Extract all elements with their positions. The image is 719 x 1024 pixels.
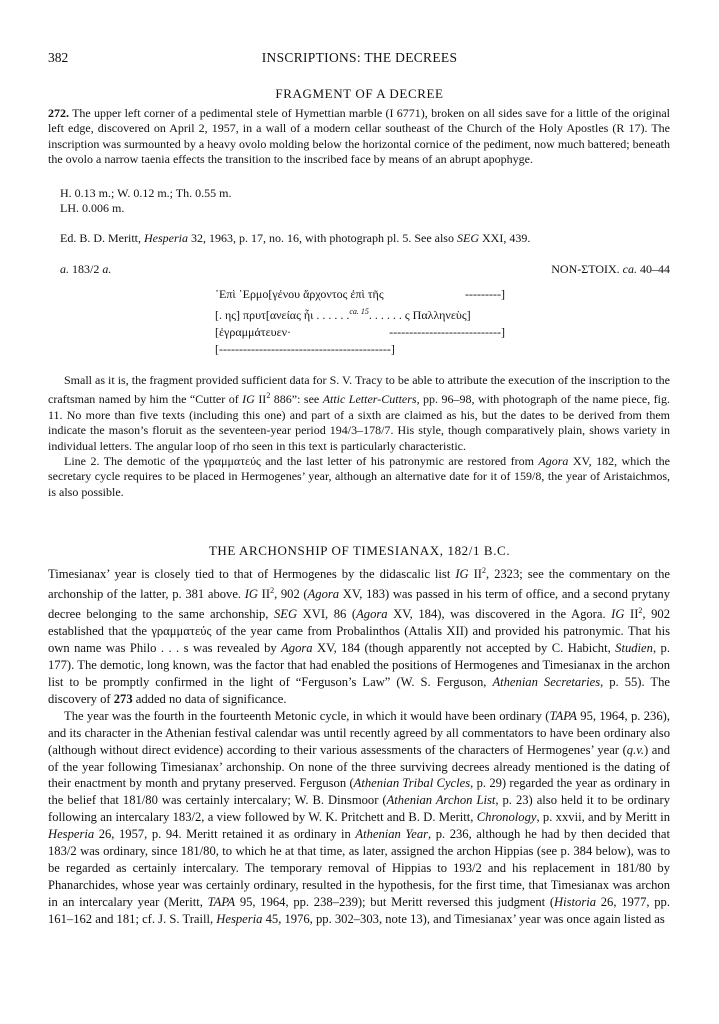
edition-seg-ref: XXI, 439. — [478, 231, 531, 245]
inscription-line-1: ᾿Επὶ ῾Ερμο[γένου ἄρχοντος ἐπὶ τῆς ---------] — [215, 287, 505, 301]
running-title: INSCRIPTIONS: THE DECREES — [261, 50, 458, 65]
section-paragraph-1: Timesianax’ year is closely tied to that of Hermogenes by the didascalic list IG $II^2$, 2323; see the commentary on the archonship of the latter, p. 381 above. IG $II^2$, 902 (Agora XV, 183) was passed in his term of office, and a second prytany decree belonging to the same archonship, SEG XVI, 86 (Agora XV, 184), was discovered in the Agora. IG $II^2$, 902 established that the γραμματεύς of the year came from Probalinthos (Attalis XII) and provided his patronymic. That his own name was Philo . . . s was revealed by Agora XV, 184 (though apparently not accepted by C. Habicht, Studien, p. 177). The demotic, long known, was the factor that had enabled the positions of Hermogenes and Timesianax in the archon list to be promptly confirmed in the light of “Ferguson’s Law” (W. S. Ferguson, Athenian Secretaries, p. 55). The discovery of 273 added no data of significance. — [48, 566, 671, 706]
edition-seg: SEG — [456, 231, 479, 245]
commentary-paragraph-1: Small as it is, the fragment provided sufficient data for S. V. Tracy to be able to attribute the execution of the inscription to the craftsman named by him the “Cutter of IG $II^2$ 886”: see Attic Letter-Cutters, pp. 96–98, with photograph of the name piece, fig. 11. No more than five texts (including this one) and part of a sixth are claimed as his, but the dates to be derived from them indicate the mason’s floruit as the seventeen-year period 194/3–178/7. His style, though comparatively plain, shows variety in individual letters. The angular loop of rho seen in this text is particularly characteristic. — [48, 373, 671, 453]
stoich-label: NON-ΣΤΟΙΧ. — [551, 262, 620, 276]
edition-author: Ed. B. D. Meritt, — [60, 231, 144, 245]
description-text: The upper left corner of a pedimental stele of Hymettian marble (I 6771), broken on all sides save for a little of the original left edge, discovered on April 2, 1957, in a wall of a modern cellar southeast of the Church of the Holy Apostles (R 17). The inscription was surmounted by a heavy ovolo molding below the horizontal cornice of the pediment, now much battered; beneath the ovolo a narrow taenia effects the transition to the inscribed face by means of an abrupt apophyge. — [48, 106, 670, 167]
section-body — [48, 563, 670, 928]
stoichedon-note — [551, 262, 670, 277]
page-number: 382 — [48, 50, 69, 65]
edition-reference — [60, 231, 530, 246]
edition-details: 32, 1963, p. 17, no. 16, with photograph pl. 5. See also — [188, 231, 457, 245]
stoich-ca: ca. — [622, 262, 637, 276]
date-value: 183/2 — [72, 262, 100, 276]
section-title: THE ARCHONSHIP OF TIMESIANAX, 182/1 B.C. — [208, 543, 511, 558]
section-paragraph-2: The year was the fourth in the fourteenth Metonic cycle, in which it would have been ordinary (TAPA 95, 1964, p. 236), and its character in the Athenian festival calendar was until recently agreed by all commentators to have been ordinary also (although without direct evidence) according to their various assessments of the characters of Hermogenes’ year (q.v.) and of the year following Timesianax’ archonship. On none of the three surviving decrees already mentioned is the dating of their enactment by month and prytany preserved. Ferguson (Athenian Tribal Cycles, p. 29) regarded the year as ordinary in the belief that 181/80 was certainly intercalary; W. B. Dinsmoor (Athenian Archon List, p. 23) also held it to be ordinary following an intercalary 183/2, a view followed by W. K. Pritchett and B. D. Meritt, Chronology, p. xxvii, and by Meritt in Hesperia 26, 1957, p. 94. Meritt retained it as ordinary in Athenian Year, p. 236, although he had by then decided that 183/2 was ordinary, since 181/80, to which he at that time, as later, assigned the archon Hippias (see p. 384 below), was to be regarded as certainly intercalary. The temporary removal of Hippias to 193/2 and his replacement in 181/80 by Phanarchides, whose year was certainly ordinary, resulted in the hypothesis, for the first time, that Timesianax was archon in an intercalary year (Meritt, TAPA 95, 1964, pp. 238–239); but Meritt reversed this judgment (Historia 26, 1977, pp. 161–162 and 181; cf. J. S. Traill, Hesperia 45, 1976, pp. 302–303, note 13), and Timesianax’ year was once again listed as — [48, 708, 671, 926]
fragment-description — [48, 106, 670, 168]
commentary-paragraph-2: Line 2. The demotic of the γραμματεύς and the last letter of his patronymic are restored from Agora XV, 182, which the secretary cycle requires to be placed in Hermogenes’ year, although an alternative date for it of 159/8, the year of Aristaichmos, is also possible. — [48, 454, 670, 499]
commentary — [48, 373, 670, 500]
letter-height: LH. 0.006 m. — [60, 201, 125, 216]
dimensions: H. 0.13 m.; W. 0.12 m.; Th. 0.55 m. — [60, 186, 232, 200]
fragment-title: FRAGMENT OF A DECREE — [275, 86, 444, 101]
inscription-number: 272. — [48, 106, 69, 120]
date-line — [60, 262, 111, 277]
measurements — [60, 186, 231, 217]
inscription-line-3: [ἐγραμμάτευεν· ----------------------------] — [215, 325, 505, 339]
inscription-line-4: [-------------------------------------------] — [215, 342, 395, 356]
edition-journal: Hesperia — [144, 231, 188, 245]
inscription-line-2: [. ης] πρυτ[ανείας ἧι . . . . . .$^{ca. 15}$. . . . . . ς Παλληνεὺς] — [215, 307, 471, 322]
date-suffix: a. — [102, 262, 112, 276]
inscription-text — [215, 286, 505, 358]
stoich-range: 40–44 — [640, 262, 670, 276]
date-prefix: a. — [60, 262, 69, 276]
